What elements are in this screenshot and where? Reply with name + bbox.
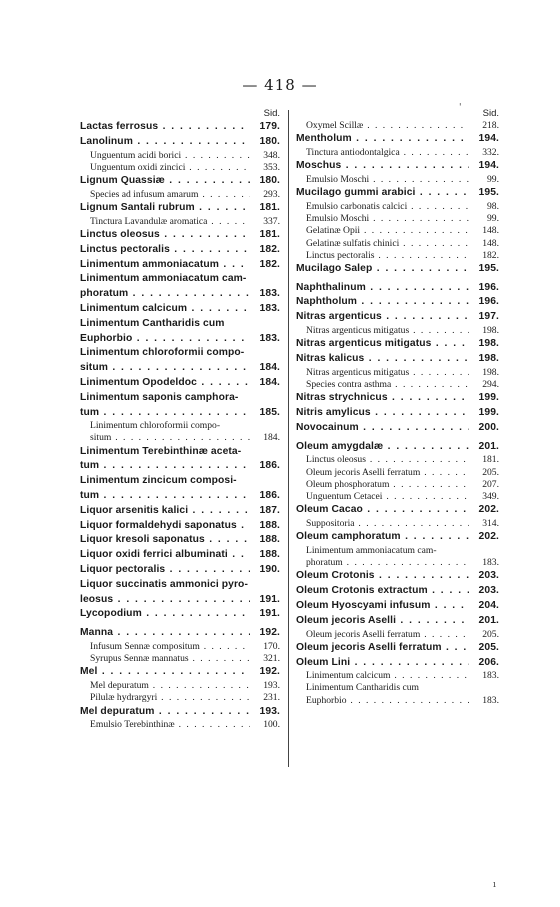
index-entry xyxy=(80,665,280,680)
index-subentry xyxy=(296,147,499,159)
entry-page-number: 185. xyxy=(250,406,280,421)
entry-text: Manna . . . xyxy=(80,626,250,641)
entry-page-number: 321. xyxy=(250,653,280,665)
index-subentry xyxy=(80,162,280,174)
entry-page-number: 180. xyxy=(250,174,280,189)
index-entry xyxy=(80,563,280,578)
entry-text: Euphorbio . . . xyxy=(296,695,469,707)
entry-text: Liquor formaldehydi saponatus . . . xyxy=(80,519,250,534)
index-entry xyxy=(296,132,499,147)
entry-text: Oleum jecoris Aselli ferratum . . . xyxy=(296,629,469,641)
index-entry xyxy=(80,287,280,302)
index-entry xyxy=(80,332,280,347)
entry-page-number: 187. xyxy=(250,504,280,519)
entry-text: Unguentum acidi borici . . . xyxy=(80,150,250,162)
entry-text: Oleum Lini . . . xyxy=(296,656,469,671)
entry-page-number: 179. xyxy=(250,120,280,135)
index-entry xyxy=(296,352,499,367)
entry-text: Linimentum Cantharidis cum xyxy=(80,317,225,329)
entry-text: Linctus oleosus . . . xyxy=(296,454,469,466)
entry-page-number: 183. xyxy=(469,670,499,682)
entry-page-number: 100. xyxy=(250,719,280,731)
entry-page-number: 182. xyxy=(469,250,499,262)
index-subentry xyxy=(80,692,280,704)
entry-page-number: 198. xyxy=(469,367,499,379)
index-entry xyxy=(80,519,280,534)
entry-page-number: 314. xyxy=(469,518,499,530)
entry-text: Lycopodium . . . xyxy=(80,607,250,622)
entry-page-number: 198. xyxy=(469,352,499,367)
index-entry xyxy=(296,337,499,352)
entry-text: Gelatinæ Opii . . . xyxy=(296,225,469,237)
index-subentry xyxy=(80,432,280,444)
index-entry xyxy=(80,346,280,361)
entry-page-number: 183. xyxy=(250,332,280,347)
entry-text: Emulsio Moschi . . . xyxy=(296,174,469,186)
index-subentry xyxy=(296,225,499,237)
entry-page-number: 293. xyxy=(250,189,280,201)
index-subentry xyxy=(296,325,499,337)
entry-text: Naphthalinum . . . xyxy=(296,281,469,296)
entry-page-number: 193. xyxy=(250,680,280,692)
entry-text: Nitras argenticus mitigatus . . . xyxy=(296,337,469,352)
entry-text: Lanolinum . . . xyxy=(80,135,250,150)
entry-page-number: 186. xyxy=(250,489,280,504)
index-entry xyxy=(296,530,499,545)
index-entry xyxy=(296,503,499,518)
entry-text: Emulsio Moschi . . . xyxy=(296,213,469,225)
entry-text: Liquor oxidi ferrici albuminati . . . xyxy=(80,548,250,563)
entry-page-number: 218. xyxy=(469,120,499,132)
entry-text: tum . . . xyxy=(80,459,250,474)
entry-page-number: 184. xyxy=(250,432,280,444)
entry-text: Linimentum calcicum . . . xyxy=(80,302,250,317)
index-subentry xyxy=(296,379,499,391)
entry-page-number: 193. xyxy=(250,705,280,720)
entry-text: Pilulæ hydrargyri . . . xyxy=(80,692,250,704)
entry-page-number: 195. xyxy=(469,262,499,277)
entry-page-number: 180. xyxy=(250,135,280,150)
stray-mark: ' xyxy=(459,103,462,113)
entry-text: Liquor kresoli saponatus . . . xyxy=(80,533,250,548)
index-subentry xyxy=(296,120,499,132)
entry-text: Linimentum calcicum . . . xyxy=(296,670,469,682)
index-subentry xyxy=(296,545,499,557)
entry-text: Nitras kalicus . . . xyxy=(296,352,469,367)
index-subentry xyxy=(296,518,499,530)
entry-text: Species contra asthma . . . xyxy=(296,379,469,391)
index-entry xyxy=(296,599,499,614)
entry-text: Lactas ferrosus . . . xyxy=(80,120,250,135)
index-subentry xyxy=(80,653,280,665)
index-rows-right xyxy=(296,120,499,707)
entry-page-number: 203. xyxy=(469,584,499,599)
entry-page-number: 170. xyxy=(250,641,280,653)
entry-page-number: 183. xyxy=(469,557,499,569)
entry-text: Novocainum . . . xyxy=(296,421,469,436)
entry-text: Liquor succinatis ammonici pyro- xyxy=(80,578,248,590)
entry-page-number: 205. xyxy=(469,641,499,656)
entry-page-number: 183. xyxy=(250,287,280,302)
entry-text: Oxymel Scillæ . . . xyxy=(296,120,469,132)
entry-text: Linimentum ammoniacatum cam- xyxy=(306,544,437,556)
entry-page-number: 205. xyxy=(469,629,499,641)
entry-text: Oleum Crotonis extractum . . . xyxy=(296,584,469,599)
entry-page-number: 181. xyxy=(469,454,499,466)
index-entry xyxy=(296,186,499,201)
entry-page-number: 196. xyxy=(469,295,499,310)
index-subentry xyxy=(296,213,499,225)
index-entry xyxy=(80,258,280,273)
entry-text: tum . . . xyxy=(80,489,250,504)
entry-page-number: 348. xyxy=(250,150,280,162)
index-entry xyxy=(80,302,280,317)
entry-text: Linimentum ammoniacatum . . . xyxy=(80,258,250,273)
entry-text: Linimentum ammoniacatum cam- xyxy=(80,273,247,285)
index-subentry xyxy=(80,719,280,731)
index-entry xyxy=(80,174,280,189)
entry-page-number: 148. xyxy=(469,225,499,237)
entry-text: Oleum Hyoscyami infusum . . . xyxy=(296,599,469,614)
entry-text: Infusum Sennæ compositum . . . xyxy=(80,641,250,653)
entry-text: situm . . . xyxy=(80,361,250,376)
entry-page-number: 188. xyxy=(250,519,280,534)
entry-text: Oleum jecoris Aselli . . . xyxy=(296,614,469,629)
index-subentry xyxy=(296,491,499,503)
entry-page-number: 201. xyxy=(469,614,499,629)
entry-text: Oleum amygdalæ . . . xyxy=(296,440,469,455)
index-entry xyxy=(296,421,499,436)
sid-header-right: Sid. xyxy=(482,108,499,119)
entry-page-number: 191. xyxy=(250,607,280,622)
index-rows-left xyxy=(80,120,280,732)
column-divider xyxy=(288,110,289,767)
index-entry xyxy=(80,607,280,622)
entry-text: Mucilago gummi arabici . . . xyxy=(296,186,469,201)
entry-page-number: 191. xyxy=(250,593,280,608)
stray-mark: ı xyxy=(493,880,496,890)
entry-text: Linctus pectoralis . . . xyxy=(296,250,469,262)
entry-page-number: 198. xyxy=(469,337,499,352)
index-subentry xyxy=(296,367,499,379)
index-entry xyxy=(296,406,499,421)
entry-page-number: 349. xyxy=(469,491,499,503)
entry-text: Linimentum zincicum composi- xyxy=(80,475,237,487)
index-subentry xyxy=(296,479,499,491)
entry-text: Unguentum oxidi zincici . . . xyxy=(80,162,250,174)
index-entry xyxy=(296,656,499,671)
index-entry xyxy=(296,569,499,584)
entry-text: Liquor pectoralis . . . xyxy=(80,563,250,578)
index-entry xyxy=(80,459,280,474)
index-subentry xyxy=(296,238,499,250)
index-subentry xyxy=(296,682,499,694)
entry-text: Linctus pectoralis . . . xyxy=(80,243,250,258)
index-entry xyxy=(80,361,280,376)
entry-text: phoratum . . . xyxy=(296,557,469,569)
entry-page-number: 200. xyxy=(469,421,499,436)
entry-page-number: 197. xyxy=(469,310,499,325)
entry-page-number: 148. xyxy=(469,238,499,250)
index-entry xyxy=(80,201,280,216)
entry-text: Suppositoria . . . xyxy=(296,518,469,530)
page-number: — 418 — xyxy=(242,76,318,94)
entry-page-number: 183. xyxy=(469,695,499,707)
index-entry xyxy=(296,281,499,296)
entry-page-number: 184. xyxy=(250,361,280,376)
entry-text: Oleum camphoratum . . . xyxy=(296,530,469,545)
index-entry xyxy=(296,295,499,310)
entry-text: Liquor arsenitis kalici . . . xyxy=(80,504,250,519)
entry-page-number: 196. xyxy=(469,281,499,296)
entry-text: Linimentum Cantharidis cum xyxy=(306,682,419,694)
entry-text: Mel depuratum . . . xyxy=(80,680,250,692)
entry-text: Nitras argenticus . . . xyxy=(296,310,469,325)
entry-page-number: 202. xyxy=(469,503,499,518)
entry-text: Oleum phosphoratum . . . xyxy=(296,479,469,491)
index-subentry xyxy=(296,467,499,479)
entry-text: Oleum Cacao . . . xyxy=(296,503,469,518)
entry-page-number: 181. xyxy=(250,201,280,216)
index-entry xyxy=(80,120,280,135)
entry-page-number: 205. xyxy=(469,467,499,479)
index-subentry xyxy=(80,216,280,228)
index-entry xyxy=(80,489,280,504)
entry-text: Oleum Crotonis . . . xyxy=(296,569,469,584)
entry-text: Nitras strychnicus . . . xyxy=(296,391,469,406)
entry-page-number: 353. xyxy=(250,162,280,174)
entry-page-number: 183. xyxy=(250,302,280,317)
entry-page-number: 337. xyxy=(250,216,280,228)
index-entry xyxy=(296,584,499,599)
index-entry xyxy=(80,135,280,150)
index-entry xyxy=(80,317,280,332)
entry-page-number: 99. xyxy=(469,174,499,186)
index-entry xyxy=(296,391,499,406)
index-entry xyxy=(80,406,280,421)
entry-text: Syrupus Sennæ mannatus . . . xyxy=(80,653,250,665)
index-entry xyxy=(296,641,499,656)
index-subentry xyxy=(80,150,280,162)
index-entry xyxy=(80,474,280,489)
entry-text: Linimentum chloroformii compo- xyxy=(80,347,245,359)
entry-text: Linimentum Opodeldoc . . . xyxy=(80,376,250,391)
index-entry xyxy=(80,243,280,258)
entry-page-number: 184. xyxy=(250,376,280,391)
entry-page-number: 98. xyxy=(469,201,499,213)
entry-text: Emulsio carbonatis calcici . . . xyxy=(296,201,469,213)
index-entry xyxy=(296,440,499,455)
index-subentry xyxy=(80,420,280,432)
index-subentry xyxy=(296,454,499,466)
index-subentry xyxy=(296,174,499,186)
entry-page-number: 332. xyxy=(469,147,499,159)
entry-text: Tinctura antiodontalgica . . . xyxy=(296,147,469,159)
index-entry xyxy=(80,272,280,287)
entry-text: Oleum jecoris Aselli ferratum . . . xyxy=(296,467,469,479)
entry-text: Linimentum saponis camphora- xyxy=(80,391,239,403)
index-entry xyxy=(80,626,280,641)
entry-text: Linimentum Terebinthinæ aceta- xyxy=(80,445,242,457)
entry-text: Mel depuratum . . . xyxy=(80,705,250,720)
entry-page-number: 199. xyxy=(469,406,499,421)
index-subentry xyxy=(80,641,280,653)
index-subentry xyxy=(296,629,499,641)
index-entry xyxy=(296,614,499,629)
index-subentry xyxy=(296,557,499,569)
sid-header-left: Sid. xyxy=(263,108,280,119)
index-entry xyxy=(80,578,280,593)
index-column-left xyxy=(80,107,280,732)
index-entry xyxy=(80,376,280,391)
entry-page-number: 231. xyxy=(250,692,280,704)
index-entry xyxy=(80,705,280,720)
entry-text: Mentholum . . . xyxy=(296,132,469,147)
entry-text: leosus . . . xyxy=(80,593,250,608)
entry-page-number: 203. xyxy=(469,569,499,584)
entry-page-number: 181. xyxy=(250,228,280,243)
index-entry xyxy=(80,391,280,406)
entry-page-number: 206. xyxy=(469,656,499,671)
index-column-right xyxy=(296,107,499,707)
entry-text: Linimentum chloroformii compo- xyxy=(90,420,221,432)
index-subentry xyxy=(296,695,499,707)
entry-page-number: 182. xyxy=(250,243,280,258)
entry-text: Nitras argenticus mitigatus . . . xyxy=(296,367,469,379)
index-subentry xyxy=(296,250,499,262)
entry-page-number: 99. xyxy=(469,213,499,225)
entry-page-number: 199. xyxy=(469,391,499,406)
entry-text: Species ad infusum amarum . . . xyxy=(80,189,250,201)
entry-text: Emulsio Terebinthinæ . . . xyxy=(80,719,250,731)
index-entry xyxy=(80,548,280,563)
entry-page-number: 188. xyxy=(250,533,280,548)
entry-page-number: 186. xyxy=(250,459,280,474)
index-entry xyxy=(80,228,280,243)
entry-text: phoratum . . . xyxy=(80,287,250,302)
entry-page-number: 294. xyxy=(469,379,499,391)
entry-text: Linctus oleosus . . . xyxy=(80,228,250,243)
entry-text: Oleum jecoris Aselli ferratum . . . xyxy=(296,641,469,656)
entry-text: situm . . . xyxy=(80,432,250,444)
entry-text: Lignum Quassiæ . . . xyxy=(80,174,250,189)
entry-page-number: 194. xyxy=(469,132,499,147)
entry-page-number: 188. xyxy=(250,548,280,563)
entry-text: Tinctura Lavandulæ aromatica . . . xyxy=(80,216,250,228)
index-entry xyxy=(80,445,280,460)
index-entry xyxy=(296,262,499,277)
entry-text: Unguentum Cetacei . . . xyxy=(296,491,469,503)
entry-text: Moschus . . . xyxy=(296,159,469,174)
index-entry xyxy=(80,593,280,608)
entry-text: Euphorbio . . . xyxy=(80,332,250,347)
index-subentry xyxy=(80,189,280,201)
index-entry xyxy=(80,533,280,548)
entry-page-number: 182. xyxy=(250,258,280,273)
index-subentry xyxy=(80,680,280,692)
entry-page-number: 192. xyxy=(250,626,280,641)
entry-page-number: 207. xyxy=(469,479,499,491)
entry-text: Mucilago Salep . . . xyxy=(296,262,469,277)
entry-text: Naphtholum . . . xyxy=(296,295,469,310)
entry-text: Nitris amylicus . . . xyxy=(296,406,469,421)
index-entry xyxy=(80,504,280,519)
entry-page-number: 198. xyxy=(469,325,499,337)
entry-page-number: 190. xyxy=(250,563,280,578)
entry-page-number: 204. xyxy=(469,599,499,614)
entry-page-number: 194. xyxy=(469,159,499,174)
entry-text: Nitras argenticus mitigatus . . . xyxy=(296,325,469,337)
entry-text: tum . . . xyxy=(80,406,250,421)
index-entry xyxy=(296,310,499,325)
entry-page-number: 201. xyxy=(469,440,499,455)
entry-text: Gelatinæ sulfatis chinici . . . xyxy=(296,238,469,250)
entry-page-number: 192. xyxy=(250,665,280,680)
index-subentry xyxy=(296,670,499,682)
entry-page-number: 195. xyxy=(469,186,499,201)
entry-text: Lignum Santali rubrum . . . xyxy=(80,201,250,216)
entry-page-number: 202. xyxy=(469,530,499,545)
index-subentry xyxy=(296,201,499,213)
entry-text: Mel . . . xyxy=(80,665,250,680)
index-entry xyxy=(296,159,499,174)
